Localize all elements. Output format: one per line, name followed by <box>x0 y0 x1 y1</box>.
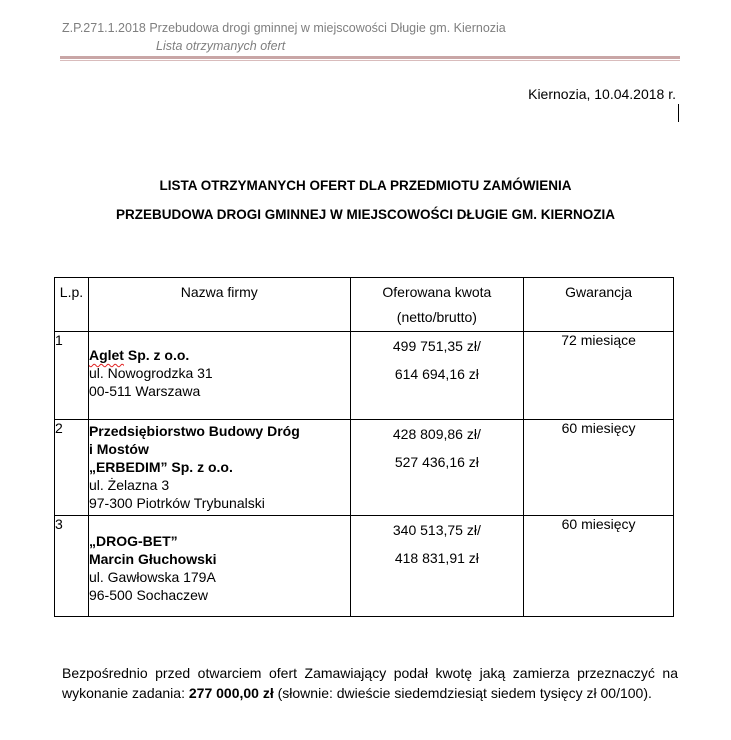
header-warranty: Gwarancja <box>524 278 674 332</box>
row-amount <box>350 332 524 420</box>
firm-address-line: ul. Gawłowska 179A <box>88 569 216 585</box>
table-header-row <box>55 278 674 332</box>
row-lp: 1 <box>55 332 89 420</box>
row-lp: 3 <box>55 516 89 617</box>
header-firm: Nazwa firmy <box>88 278 350 332</box>
firm-address-line: 96-500 Sochaczew <box>88 587 209 603</box>
footer-text-before: Bezpośrednio przed otwarciem ofert Zamawiający podał kwotę jaką zamierza przeznaczyć na wykonanie zadania: <box>62 665 678 701</box>
row-amount <box>350 420 524 516</box>
row-firm <box>88 516 350 617</box>
footer-text-after: (słownie: dwieście siedemdziesiąt siedem tysięcy zł 00/100). <box>273 685 652 701</box>
firm-name-line: „DROG-BET” <box>88 533 178 549</box>
offers-table <box>54 277 674 617</box>
table-row <box>55 516 674 617</box>
row-warranty: 72 miesiące <box>524 332 674 420</box>
document-title-line2: PRZEBUDOWA DROGI GMINNEJ W MIEJSCOWOŚCI DŁUGIE GM. KIERNOZIA <box>115 207 615 222</box>
firm-name-line: Marcin Głuchowski <box>88 551 217 567</box>
amount-netto: 499 751,35 zł/ <box>392 338 481 354</box>
amount-netto: 428 809,86 zł/ <box>392 426 481 442</box>
header-amount <box>350 278 524 332</box>
firm-name-line: Przedsiębiorstwo Budowy Dróg <box>88 423 300 439</box>
amount-brutto: 527 436,16 zł <box>394 454 479 470</box>
firm-address-line: 00-511 Warszawa <box>88 383 201 399</box>
footer-paragraph <box>62 663 678 703</box>
header-amount-line1: Oferowana kwota <box>382 284 492 300</box>
amount-brutto: 418 831,91 zł <box>394 550 479 566</box>
row-firm <box>88 420 350 516</box>
header-subtitle: Lista otrzymanych ofert <box>156 39 286 53</box>
row-warranty: 60 miesięcy <box>524 420 674 516</box>
header-rule-thin <box>60 60 680 61</box>
footer-amount: 277 000,00 zł <box>188 685 274 701</box>
firm-address-line: ul. Żelazna 3 <box>88 477 170 493</box>
row-amount <box>350 516 524 617</box>
document-title-line1: LISTA OTRZYMANYCH OFERT DLA PRZEDMIOTU ZAMÓWIENIA <box>159 178 572 193</box>
header-rule <box>60 56 680 59</box>
firm-name-line <box>89 346 350 364</box>
header-lp: L.p. <box>55 278 89 332</box>
firm-name-part: Sp. z o.o. <box>123 347 190 363</box>
amount-brutto: 614 694,16 zł <box>394 366 479 382</box>
firm-name-line: i Mostów <box>88 441 149 457</box>
date-line: Kiernozia, 10.04.2018 r. <box>528 86 676 102</box>
firm-address-line: 97-300 Piotrków Trybunalski <box>88 495 265 511</box>
row-lp: 2 <box>55 420 89 516</box>
header-reference: Z.P.271.1.2018 Przebudowa drogi gminnej w miejscowości Długie gm. Kiernozia <box>62 21 506 35</box>
text-cursor <box>678 104 679 122</box>
table-row <box>55 332 674 420</box>
row-firm <box>88 332 350 420</box>
table-row <box>55 420 674 516</box>
amount-netto: 340 513,75 zł/ <box>392 522 481 538</box>
row-warranty: 60 miesięcy <box>524 516 674 617</box>
firm-name-part: Aglet <box>88 347 124 363</box>
header-amount-line2: (netto/brutto) <box>396 309 477 325</box>
firm-name-line: „ERBEDIM” Sp. z o.o. <box>88 459 233 475</box>
firm-address-line: ul. Nowogrodzka 31 <box>88 365 213 381</box>
